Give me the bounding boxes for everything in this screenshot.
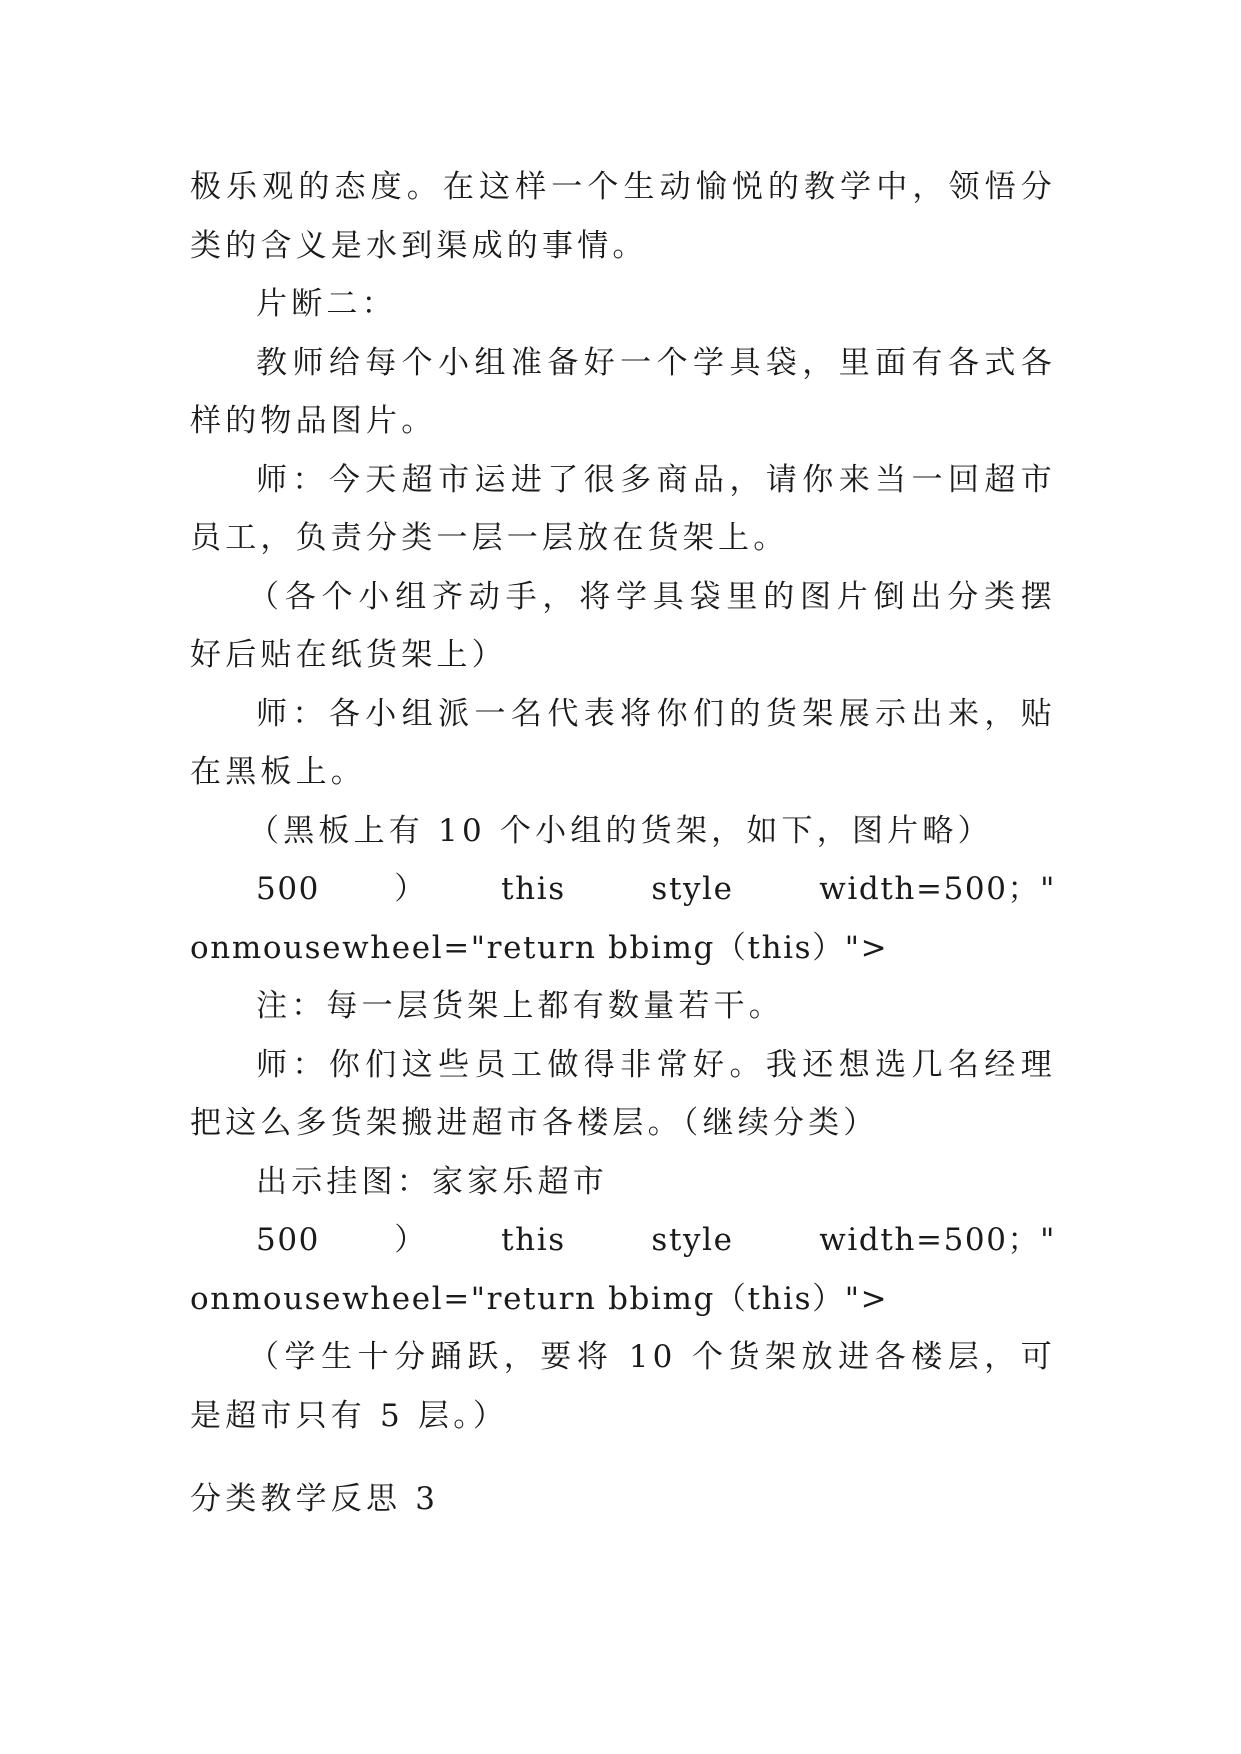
paragraph-wall-chart: 出示挂图：家家乐超市 bbox=[256, 1163, 608, 1200]
paragraph-intro-continuation: 极乐观的态度。在这样一个生动愉悦的教学中，领悟分类的含义是水到渠成的事情。 bbox=[190, 169, 1056, 264]
document-body bbox=[190, 158, 1056, 1445]
paragraph-groups-action: （各个小组齐动手，将学具袋里的图片倒出分类摆好后贴在纸货架上） bbox=[190, 578, 1056, 673]
paragraph-fragment-two-label: 片断二： bbox=[256, 286, 397, 322]
paragraph-teacher-display: 师：各小组派一名代表将你们的货架展示出来，贴在黑板上。 bbox=[190, 695, 1056, 790]
paragraph-teacher-manager: 师：你们这些员工做得非常好。我还想选几名经理把这么多货架搬进超市各楼层。（继续分类） bbox=[190, 1046, 1056, 1141]
paragraph-teacher-prep: 教师给每个小组准备好一个学具袋，里面有各式各样的物品图片。 bbox=[190, 344, 1056, 439]
paragraph-shelf-note: 注：每一层货架上都有数量若干。 bbox=[256, 988, 784, 1024]
paragraph-broken-image-code-1: 500）this style width=500；" onmousewheel="return bbimg（this）"> bbox=[190, 871, 1056, 966]
section-heading: 分类教学反思 3 bbox=[190, 1481, 440, 1517]
paragraph-broken-image-code-2: 500）this style width=500；" onmousewheel="return bbimg（this）"> bbox=[190, 1222, 1056, 1317]
paragraph-teacher-supermarket: 师：今天超市运进了很多商品，请你来当一回超市员工，负责分类一层一层放在货架上。 bbox=[190, 461, 1056, 556]
paragraph-blackboard-note: （黑板上有 10 个小组的货架，如下，图片略） bbox=[248, 812, 993, 849]
paragraph-students-eager: （学生十分踊跃，要将 10 个货架放进各楼层，可是超市只有 5 层。） bbox=[190, 1339, 1056, 1434]
